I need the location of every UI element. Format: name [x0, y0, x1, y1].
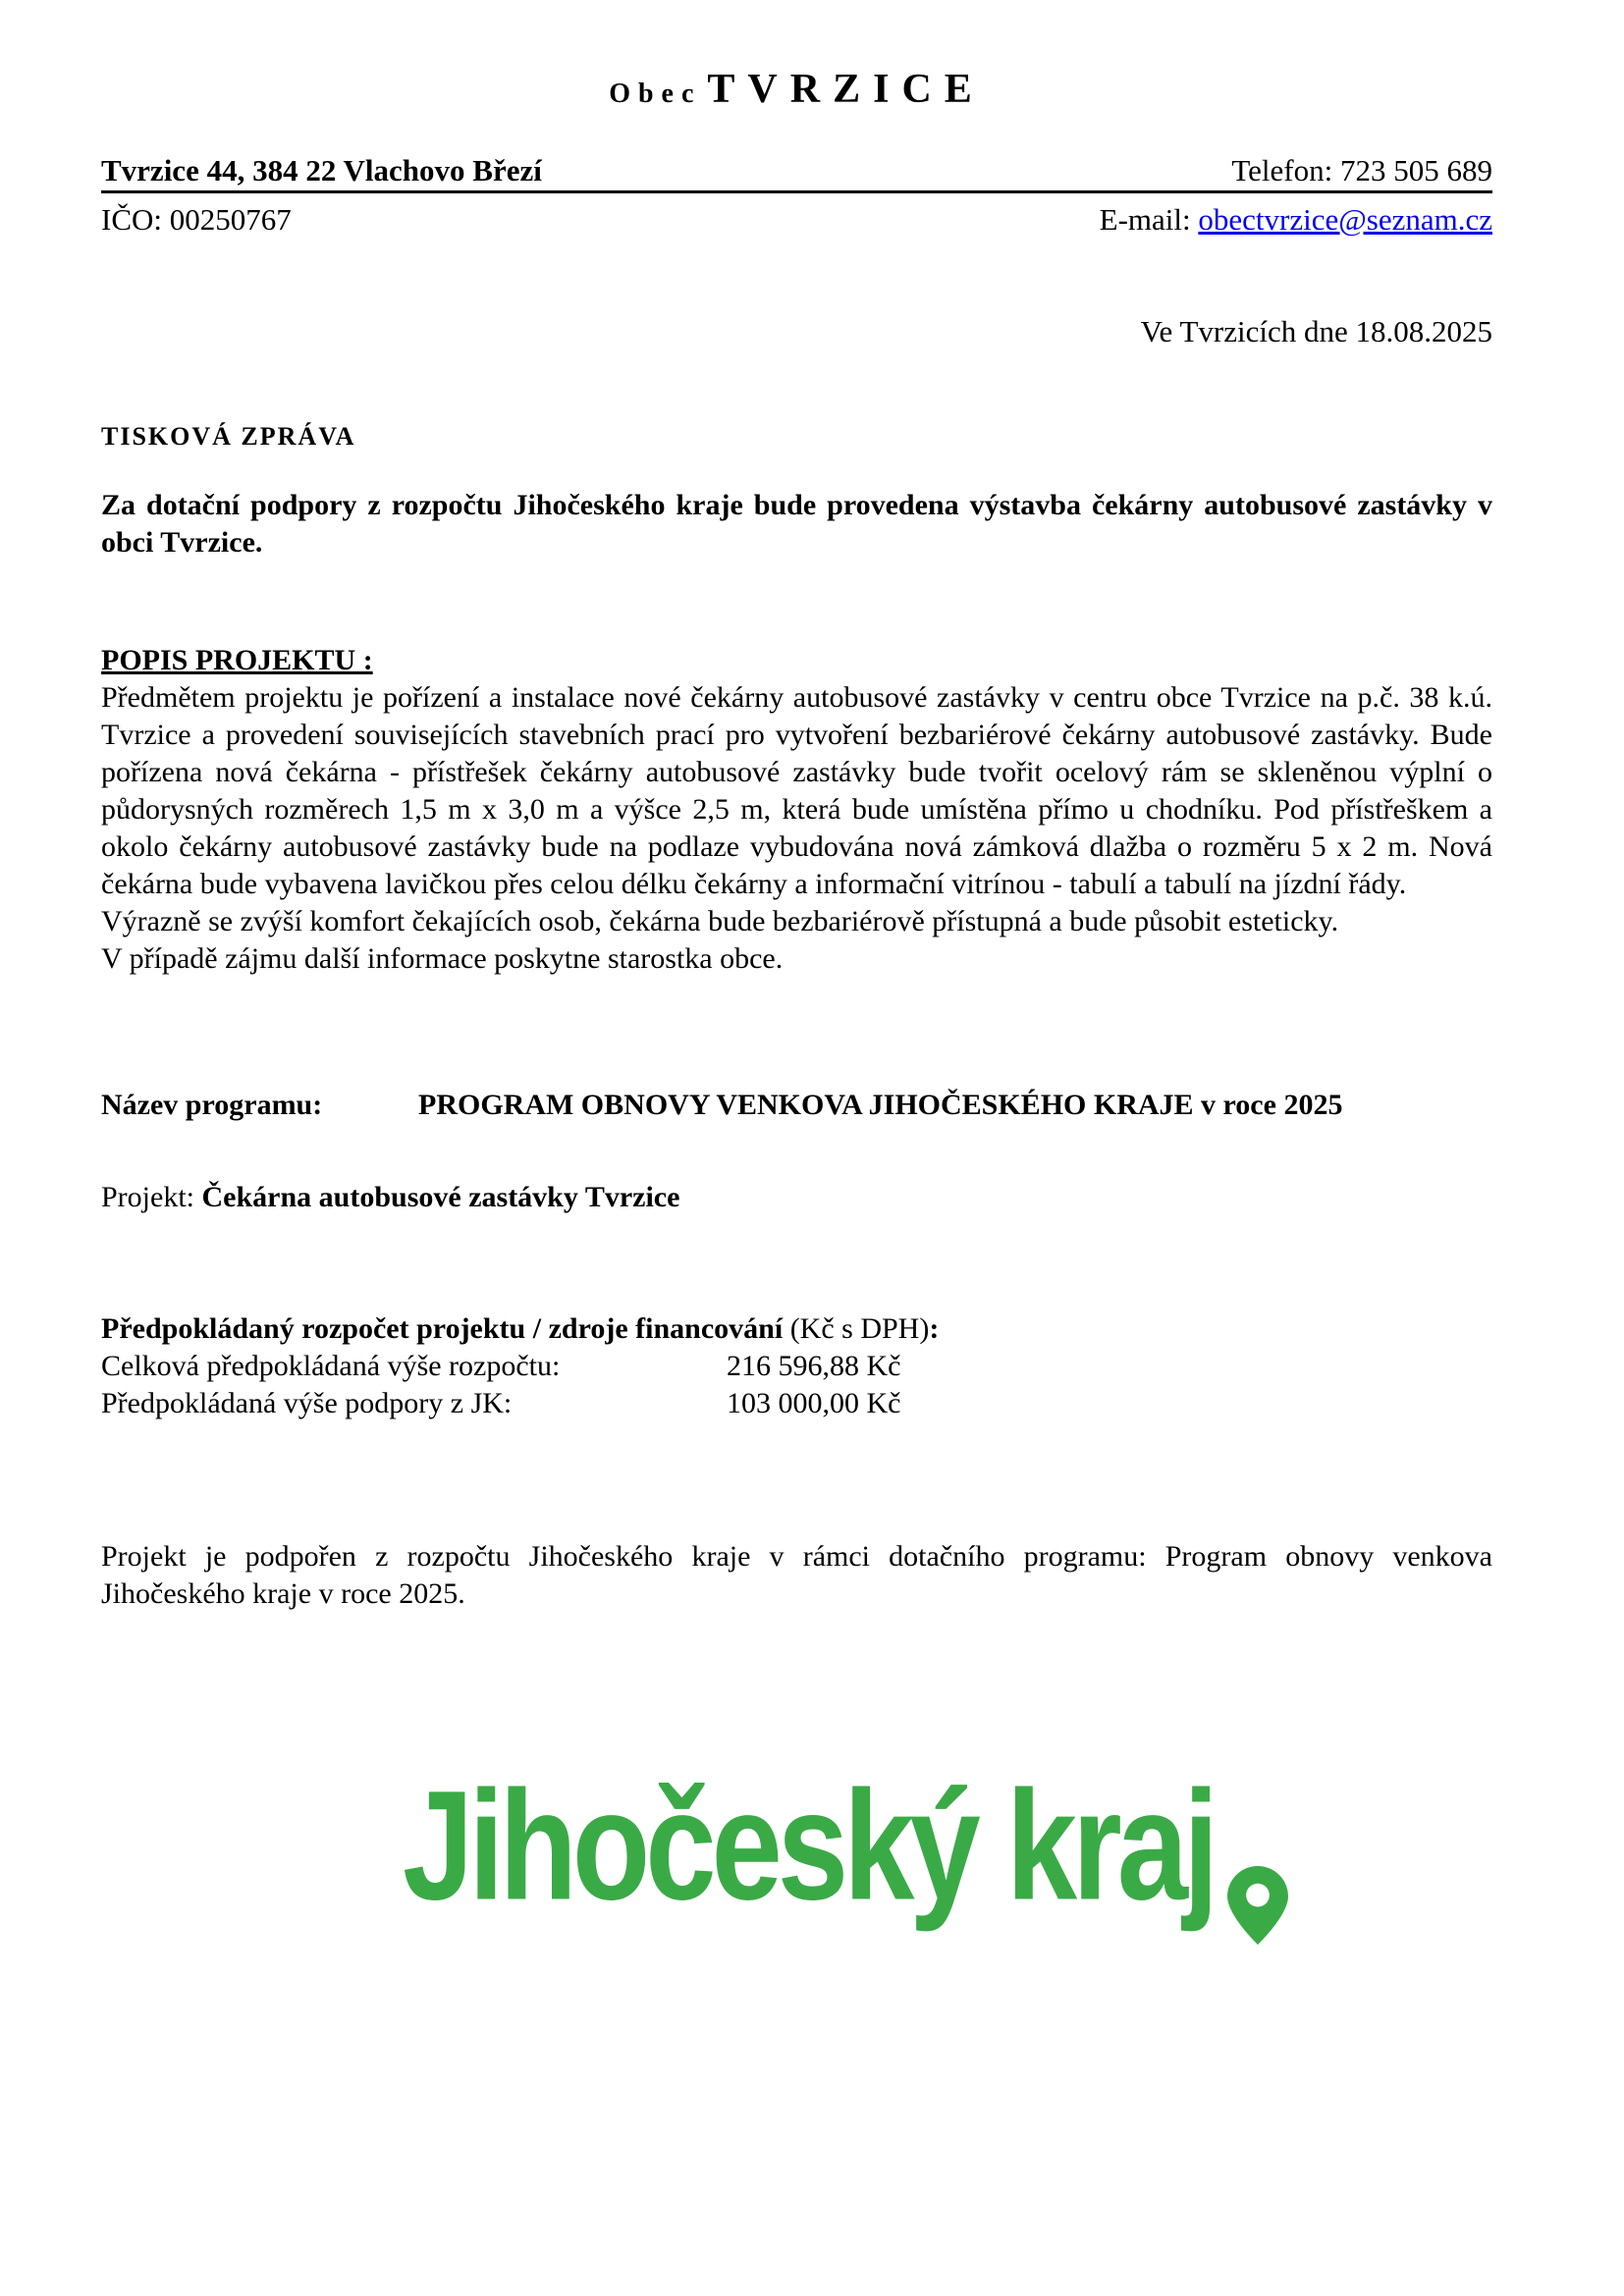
date-line: Ve Tvrzicích dne 18.08.2025 — [1140, 314, 1492, 348]
budget-row-value: 216 596,88 Kč — [727, 1350, 901, 1382]
project-description-paragraph: Předmětem projektu je pořízení a instalace nové čekárny autobusové zastávky v centru obce Tvrzice na p.č. 38 k.ú. Tvrzice a provedení souvisejících stavebních prací pro vytvoření bezbariérové čekárny autobusové zastávky. Bude pořízena nová čekárna - přístřešek čekárny autobusové zastávky bude tvořit ocelový rám se skleněnou výplní o půdorysných rozměrech 1,5 m x 3,0 m a výšce 2,5 m, která bude umístěna přímo u chodníku. Pod přístřeškem a okolo čekárny autobusové zastávky bude na podlaze vybudována nová zámková dlažba o rozměru 5 x 2 m. Nová čekárna bude vybavena lavičkou přes celou délku čekárny a informační vitrínou - tabulí a tabulí na jízdní řády. — [101, 681, 1492, 900]
ico-email-row — [101, 193, 1492, 240]
project-name-line — [101, 1179, 1492, 1216]
project-value: Čekárna autobusové zastávky Tvrzice — [201, 1181, 680, 1213]
email-link[interactable]: obectvrzice@seznam.cz — [1198, 202, 1492, 237]
email-label: E-mail: — [1099, 202, 1199, 237]
budget-block — [101, 1310, 1492, 1422]
project-description-heading: POPIS PROJEKTU : — [101, 644, 373, 676]
org-ico: IČO: 00250767 — [101, 202, 292, 237]
program-label: Název programu: — [101, 1089, 323, 1121]
budget-row-support — [101, 1385, 1492, 1422]
org-address: Tvrzice 44, 384 22 Vlachovo Březí — [101, 153, 542, 187]
map-pin-icon — [1227, 1866, 1288, 1945]
budget-heading — [101, 1310, 1492, 1348]
project-description-paragraph: Výrazně se zvýší komfort čekajících osob, čekárna bude bezbariérově přístupná a bude působit esteticky. — [101, 905, 1339, 937]
jihocesky-kraj-logo-text: Jihočeský kraj — [403, 1757, 1215, 1933]
project-description-paragraph: V případě zájmu další informace poskytne starostka obce. — [101, 942, 784, 975]
contact-header — [101, 149, 1492, 240]
budget-row-total — [101, 1348, 1492, 1385]
budget-heading-note: (Kč s DPH) — [789, 1312, 930, 1345]
budget-row-value: 103 000,00 Kč — [727, 1387, 901, 1419]
jihocesky-kraj-logo — [403, 1757, 1492, 1956]
budget-row-label: Předpokládaná výše podpory z JK: — [101, 1387, 513, 1419]
org-phone: Telefon: 723 505 689 — [1231, 153, 1492, 187]
address-phone-row — [101, 149, 1492, 193]
email-line — [1100, 200, 1492, 240]
document-title — [101, 69, 1492, 110]
budget-row-label: Celková předpokládaná výše rozpočtu: — [101, 1350, 561, 1382]
budget-heading-colon: : — [929, 1312, 940, 1345]
project-label: Projekt: — [101, 1181, 202, 1213]
budget-heading-bold: Předpokládaný rozpočet projektu / zdroje financování — [101, 1312, 790, 1345]
org-name-prefix: Obec — [609, 79, 702, 109]
program-value: PROGRAM OBNOVY VENKOVA JIHOČESKÉHO KRAJE v roce 2025 — [418, 1089, 1343, 1121]
org-name: TVRZICE — [707, 67, 985, 112]
lead-paragraph: Za dotační podpory z rozpočtu Jihočeského kraje bude provedena výstavba čekárny autobusové zastávky v obci Tvrzice. — [101, 489, 1492, 559]
program-name-line — [101, 1087, 1492, 1124]
funding-note-paragraph: Projekt je podpořen z rozpočtu Jihočeského kraje v rámci dotačního programu: Program obnovy venkova Jihočeského kraje v roce 2025. — [101, 1540, 1492, 1610]
press-release-label: TISKOVÁ ZPRÁVA — [101, 422, 356, 451]
